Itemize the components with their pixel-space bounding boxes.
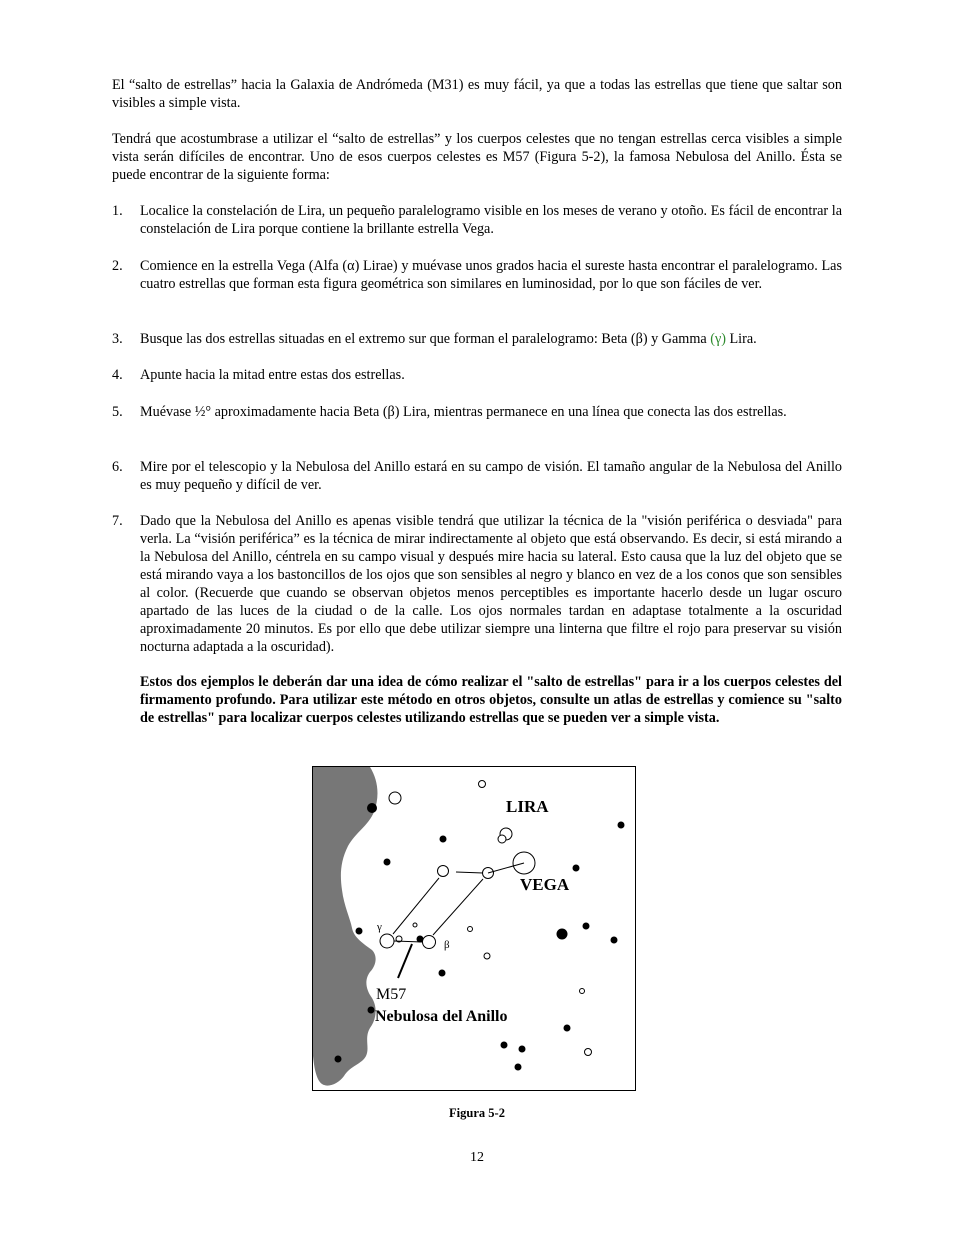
- list-item: [112, 330, 842, 348]
- gamma-label: γ: [377, 921, 382, 933]
- gamma-symbol: (γ): [710, 331, 726, 347]
- star-dot: [368, 1007, 375, 1014]
- list-item: [112, 512, 842, 656]
- star-open: [468, 927, 473, 932]
- star-open: [413, 923, 417, 927]
- bold-note-text: Estos dos ejemplos le deberán dar una idea de cómo realizar el "salto de estrellas" para ir a los cuerpos celestes del firmamento profundo. Para utilizar este método en otros objetos, consulte un atlas de estrellas y comience su "salto de estrellas" para localizar cuerpos celestes utilizando estrellas que se pueden ver a simple vista.: [140, 674, 842, 726]
- list-item: [112, 458, 842, 494]
- list-text: Dado que la Nebulosa del Anillo es apenas visible tendrá que utilizar la técnica de la "visión periférica o desviada" para verla. La “visión periférica” es la técnica de mirar indirectamente al objeto que está observando. Es decir, si está mirando a la Nebulosa del Anillo, céntrela en su campo visual y después mire hacia su lateral. Esto causa que la luz del objeto que se está mirando vaya a los bastoncillos de los ojos que son sensibles al negro y blanco en vez de a los conos que son sensibles al color. (Recuerde que cuando se observan objetos menos perceptibles es importante hacerlo desde un lugar oscuro apartado de las luces de la ciudad o de la calle. Los ojos normales tardan en adaptase totalmente a la oscuridad aproximadamente 20 minutos. Es por ello que debe utilizar siempre una linterna que filtre el rojo para preservar su visión nocturna adaptada a la oscuridad).: [140, 513, 842, 655]
- star-dot: [501, 1042, 508, 1049]
- list-text-part: Busque las dos estrellas situadas en el extremo sur que forman el paralelogramo: Beta (β) y Gamma: [140, 331, 711, 347]
- bold-note: [112, 673, 842, 727]
- figure-caption: Figura 5-2: [449, 1106, 505, 1120]
- lira-label: LIRA: [506, 797, 549, 816]
- list-item: [112, 202, 842, 238]
- intro-paragraph-2: Tendrá que acostumbrase a utilizar el “salto de estrellas” y los cuerpos celestes que no tengan estrellas cerca visibles a simple vista serán difíciles de encontrar. Uno de esos cuerpos celestes es M57 (Figura 5-2), la famosa Nebulosa del Anillo. Ésta se puede encontrar de la siguiente forma:: [112, 131, 842, 183]
- star-dot: [519, 1046, 526, 1053]
- intro-paragraph-1: El “salto de estrellas” hacia la Galaxia de Andrómeda (M31) es muy fácil, ya que a todas las estrellas que tiene que saltar son visibles a simple vista.: [112, 77, 842, 111]
- star-dot: [356, 928, 363, 935]
- star-open: [585, 1049, 592, 1056]
- star-open: [389, 792, 401, 804]
- beta-label: β: [444, 939, 450, 951]
- star-open: [498, 835, 506, 843]
- list-item: [112, 366, 842, 384]
- vega-label: VEGA: [520, 875, 570, 894]
- star-dot: [573, 865, 580, 872]
- list-text: [140, 330, 842, 348]
- gamma-star: [380, 934, 394, 948]
- list-number: 6.: [112, 459, 123, 475]
- star-open: [438, 866, 449, 877]
- m57-label: M57: [376, 986, 407, 1003]
- star-dot: [440, 836, 447, 843]
- star-dot: [583, 923, 590, 930]
- list-text: Localice la constelación de Lira, un pequeño paralelogramo visible en los meses de verano y otoño. Es fácil de encontrar la constelación de Lira porque contiene la brillante estrella Vega.: [140, 203, 842, 237]
- star-dot: [515, 1064, 522, 1071]
- star-dot: [384, 859, 391, 866]
- star-open: [479, 781, 486, 788]
- ring-nebula-label: Nebulosa del Anillo: [375, 1008, 508, 1025]
- star-dot: [557, 929, 568, 940]
- beta-star: [423, 936, 436, 949]
- list-number: 7.: [112, 513, 123, 529]
- star-dot: [611, 937, 618, 944]
- star-dot: [335, 1056, 342, 1063]
- list-number: 4.: [112, 367, 123, 383]
- list-number: 3.: [112, 331, 123, 347]
- star-open: [580, 989, 585, 994]
- list-item: [112, 257, 842, 293]
- list-number: 2.: [112, 258, 123, 274]
- list-number: 5.: [112, 404, 123, 420]
- page-number: 12: [470, 1150, 484, 1165]
- star-open: [484, 953, 490, 959]
- list-text-part: Lira.: [725, 331, 757, 347]
- list-number: 1.: [112, 203, 123, 219]
- star-dot: [564, 1025, 571, 1032]
- list-text: Comience en la estrella Vega (Alfa (α) Lirae) y muévase unos grados hacia el sureste hasta encontrar el paralelogramo. Las cuatro estrellas que forman esta figura geométrica son similares en luminosidad, por lo que son fáciles de ver.: [140, 258, 842, 292]
- star-dot: [439, 970, 446, 977]
- list-text: Muévase ½° aproximadamente hacia Beta (β) Lira, mientras permanece en una línea que conecta las dos estrellas.: [140, 404, 787, 420]
- star-dot: [618, 822, 625, 829]
- star-dot: [367, 803, 377, 813]
- list-text: Mire por el telescopio y la Nebulosa del Anillo estará en su campo de visión. El tamaño angular de la Nebulosa del Anillo es muy pequeño y difícil de ver.: [140, 459, 842, 493]
- lyra-star-chart: [312, 766, 636, 1091]
- list-text: Apunte hacia la mitad entre estas dos estrellas.: [140, 367, 405, 383]
- list-item: [112, 403, 842, 421]
